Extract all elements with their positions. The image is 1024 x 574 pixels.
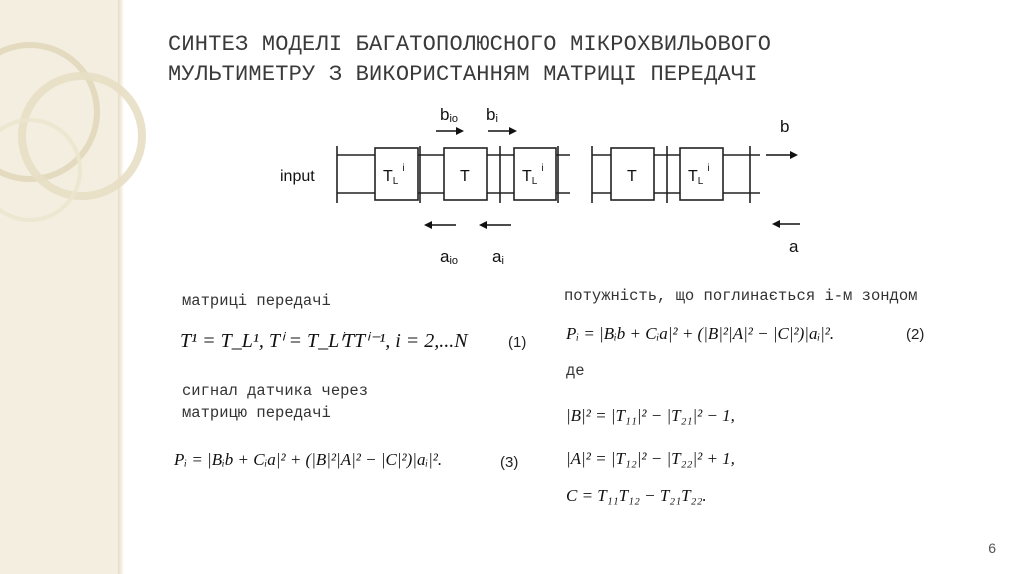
wave-label-a: a bbox=[789, 237, 799, 256]
sensor-signal-label bbox=[182, 380, 368, 424]
definition-a: |A|² = |T₁₂|² − |T₂₂|² + 1, bbox=[566, 449, 735, 468]
equation-3: Pᵢ = |Bᵢb + Cᵢa|² + (|B|²|A|² − |C|²)|aᵢ|². bbox=[174, 450, 443, 469]
wave-label-b-i: bi bbox=[486, 105, 498, 125]
page-number: 6 bbox=[988, 540, 996, 556]
where-label: де bbox=[566, 362, 585, 380]
title-line-2: МУЛЬТИМЕТРУ З ВИКОРИСТАННЯМ МАТРИЦІ ПЕРЕДАЧІ bbox=[168, 62, 758, 87]
arrow-head bbox=[424, 221, 432, 229]
definition-c: C = T₁₁T₁₂ − T₂₁T₂₂. bbox=[566, 486, 707, 505]
title-line-1: СИНТЕЗ МОДЕЛІ БАГАТОПОЛЮСНОГО МІКРОХВИЛЬОВОГО bbox=[168, 32, 772, 57]
arrow-head bbox=[479, 221, 487, 229]
equation-3-number: (3) bbox=[500, 454, 519, 471]
arrow-head bbox=[456, 127, 464, 135]
equation-2-number: (2) bbox=[906, 326, 925, 343]
equation-1: T¹ = T_L¹, Tⁱ = T_LⁱTTⁱ⁻¹, i = 2,...N bbox=[180, 330, 468, 352]
arrow-head bbox=[790, 151, 798, 159]
definition-b: |B|² = |T₁₁|² − |T₂₁|² − 1, bbox=[566, 406, 735, 425]
wave-label-b: b bbox=[780, 117, 790, 136]
block-label: T bbox=[460, 168, 470, 185]
equation-1-number: (1) bbox=[508, 334, 527, 351]
block-label: $TL^i$ bbox=[688, 163, 710, 187]
wave-label-b-io: bio bbox=[440, 105, 459, 125]
arrow-head bbox=[509, 127, 517, 135]
sensor-signal-label-line-2: матрицю передачі bbox=[182, 404, 331, 422]
absorbed-power-label: потужність, що поглинається і-м зондом bbox=[564, 287, 918, 305]
sensor-signal-label-line-1: сигнал датчика через bbox=[182, 382, 369, 400]
input-label: input bbox=[280, 168, 315, 185]
block-label: T bbox=[627, 168, 637, 185]
transfer-matrix-label: матриці передачі bbox=[182, 292, 331, 310]
equation-2: Pᵢ = |Bᵢb + Cᵢa|² + (|B|²|A|² − |C|²)|aᵢ|². bbox=[566, 324, 835, 343]
arrow-head bbox=[772, 220, 780, 228]
block-label: $TL^i$ bbox=[522, 163, 544, 187]
block-tl-1 bbox=[375, 148, 418, 200]
block-tl-2 bbox=[514, 148, 556, 200]
block-label: $TL^i$ bbox=[383, 163, 405, 187]
block-tl-3 bbox=[680, 148, 723, 200]
wave-label-a-i: ai bbox=[492, 247, 504, 267]
wave-label-a-io: aio bbox=[440, 247, 459, 267]
